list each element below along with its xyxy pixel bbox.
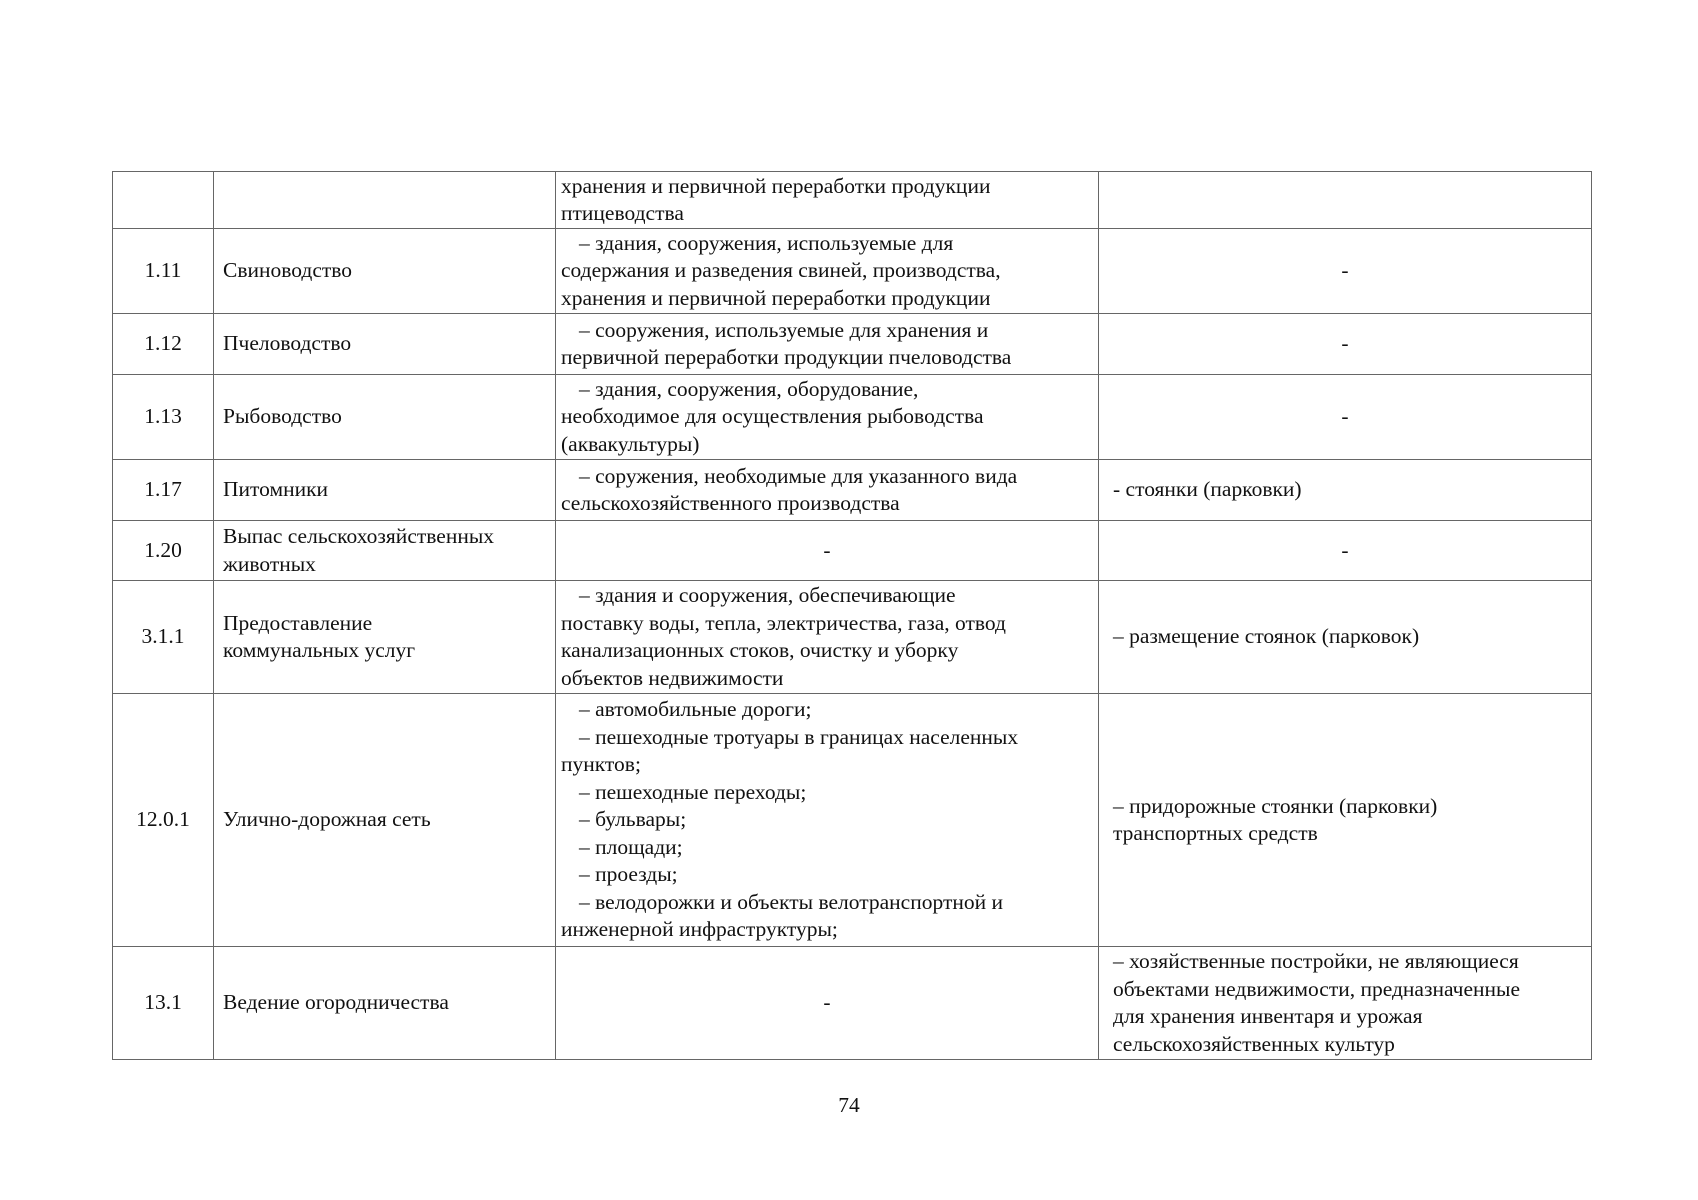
aux-use-line: транспортных средств (1113, 821, 1318, 845)
main-use-line: канализационных стоков, очистку и уборку (561, 638, 959, 662)
main-uses-cell (556, 460, 1099, 521)
empty-dash: - (1341, 258, 1349, 283)
name-line: Улично-дорожная сеть (223, 807, 431, 832)
table-row (113, 947, 1592, 1060)
table-row (113, 521, 1592, 581)
name-line: Свиноводство (223, 258, 353, 283)
main-use-line: объектов недвижимости (561, 665, 784, 690)
aux-uses-cell (1099, 694, 1592, 947)
row-code-cell: 1.12 (113, 314, 214, 375)
empty-dash: - (823, 990, 831, 1015)
row-name-cell (214, 460, 556, 521)
aux-uses-cell (1099, 314, 1592, 375)
name-line: Выпас сельскохозяйственных (223, 524, 495, 548)
empty-dash: - (823, 537, 831, 562)
aux-use-line: объектами недвижимости, предназначенные (1113, 976, 1521, 1001)
main-use-line: – сооружения, используемые для хранения и (579, 317, 989, 342)
main-use-line: содержания и разведения свиней, производства, (561, 258, 1001, 283)
main-use-line: – пешеходные тротуары в границах населенных (579, 724, 1019, 749)
main-use-line: хранения и первичной переработки продукции (561, 173, 991, 198)
name-line: Предоставление (223, 610, 373, 635)
aux-use-line: для хранения инвентаря и урожая (1113, 1004, 1423, 1028)
empty-dash: - (1341, 404, 1349, 429)
name-line: Питомники (223, 477, 329, 502)
row-code-cell: 1.17 (113, 460, 214, 521)
table-row (113, 375, 1592, 460)
row-name-cell (214, 314, 556, 375)
row-name-cell (214, 947, 556, 1060)
row-code-cell: 1.13 (113, 375, 214, 460)
table-row (113, 314, 1592, 375)
name-line: Рыбоводство (223, 404, 342, 429)
main-use-line: – здания, сооружения, используемые для (579, 230, 954, 255)
table-row (113, 694, 1592, 947)
aux-use-line: сельскохозяйственных культур (1113, 1031, 1395, 1056)
name-line: Ведение огородничества (223, 990, 449, 1015)
page-number: 74 (838, 1093, 860, 1117)
main-use-line: поставку воды, тепла, электричества, газа, отвод (561, 610, 1006, 635)
aux-uses-cell (1099, 229, 1592, 314)
table-row (113, 460, 1592, 521)
main-use-line: пунктов; (561, 752, 641, 777)
row-code-cell: 3.1.1 (113, 581, 214, 694)
aux-uses-cell (1099, 947, 1592, 1060)
aux-use-line: – придорожные стоянки (парковки) (1113, 793, 1438, 818)
name-line: коммунальных услуг (223, 638, 416, 662)
table-row (113, 172, 1592, 229)
row-code-cell (113, 172, 214, 229)
aux-uses-cell (1099, 172, 1592, 229)
main-use-line: хранения и первичной переработки продукции (561, 285, 991, 310)
row-code-cell: 12.0.1 (113, 694, 214, 947)
row-name-cell (214, 229, 556, 314)
main-uses-cell (556, 314, 1099, 375)
main-uses-cell (556, 172, 1099, 229)
row-code-cell: 1.11 (113, 229, 214, 314)
main-use-line: – соружения, необходимые для указанного вида (579, 463, 1018, 488)
row-name-cell (214, 375, 556, 460)
main-use-line: необходимое для осуществления рыбоводства (561, 404, 984, 429)
main-uses-cell (556, 375, 1099, 460)
main-use-line: – здания и сооружения, обеспечивающие (579, 583, 956, 607)
main-use-line: – велодорожки и объекты велотранспортной и (579, 889, 1003, 914)
aux-use-line: – размещение стоянок (парковок) (1113, 624, 1420, 649)
main-use-line: сельскохозяйственного производства (561, 491, 900, 515)
table-row (113, 229, 1592, 314)
row-name-cell (214, 172, 556, 229)
main-use-line: – пешеходные переходы; (579, 779, 807, 804)
main-use-line: инженерной инфраструктуры; (561, 917, 838, 942)
main-uses-cell (556, 581, 1099, 694)
main-uses-cell (556, 521, 1099, 581)
main-uses-cell (556, 229, 1099, 314)
aux-use-line: - стоянки (парковки) (1113, 477, 1302, 502)
aux-uses-cell (1099, 375, 1592, 460)
main-use-line: (аквакультуры) (561, 431, 700, 456)
main-use-line: – бульвары; (579, 807, 687, 832)
table-body (113, 172, 1592, 1060)
name-line: Пчеловодство (223, 331, 352, 356)
table-row (113, 581, 1592, 694)
main-use-line: птицеводства (561, 201, 684, 225)
main-use-line: – проезды; (579, 862, 678, 887)
main-uses-cell (556, 694, 1099, 947)
land-use-table (112, 171, 1592, 1060)
row-name-cell (214, 581, 556, 694)
aux-uses-cell (1099, 521, 1592, 581)
main-uses-cell (556, 947, 1099, 1060)
aux-uses-cell (1099, 581, 1592, 694)
row-name-cell (214, 694, 556, 947)
aux-uses-cell (1099, 460, 1592, 521)
main-use-line: первичной переработки продукции пчеловодства (561, 345, 1012, 369)
row-code-cell: 1.20 (113, 521, 214, 581)
main-use-line: – автомобильные дороги; (579, 697, 812, 722)
empty-dash: - (1341, 331, 1349, 356)
row-code-cell: 13.1 (113, 947, 214, 1060)
main-use-line: – здания, сооружения, оборудование, (579, 376, 919, 401)
row-name-cell (214, 521, 556, 581)
empty-dash: - (1341, 537, 1349, 562)
aux-use-line: – хозяйственные постройки, не являющиеся (1113, 949, 1519, 973)
main-use-line: – площади; (579, 834, 683, 859)
name-line: животных (223, 551, 316, 576)
